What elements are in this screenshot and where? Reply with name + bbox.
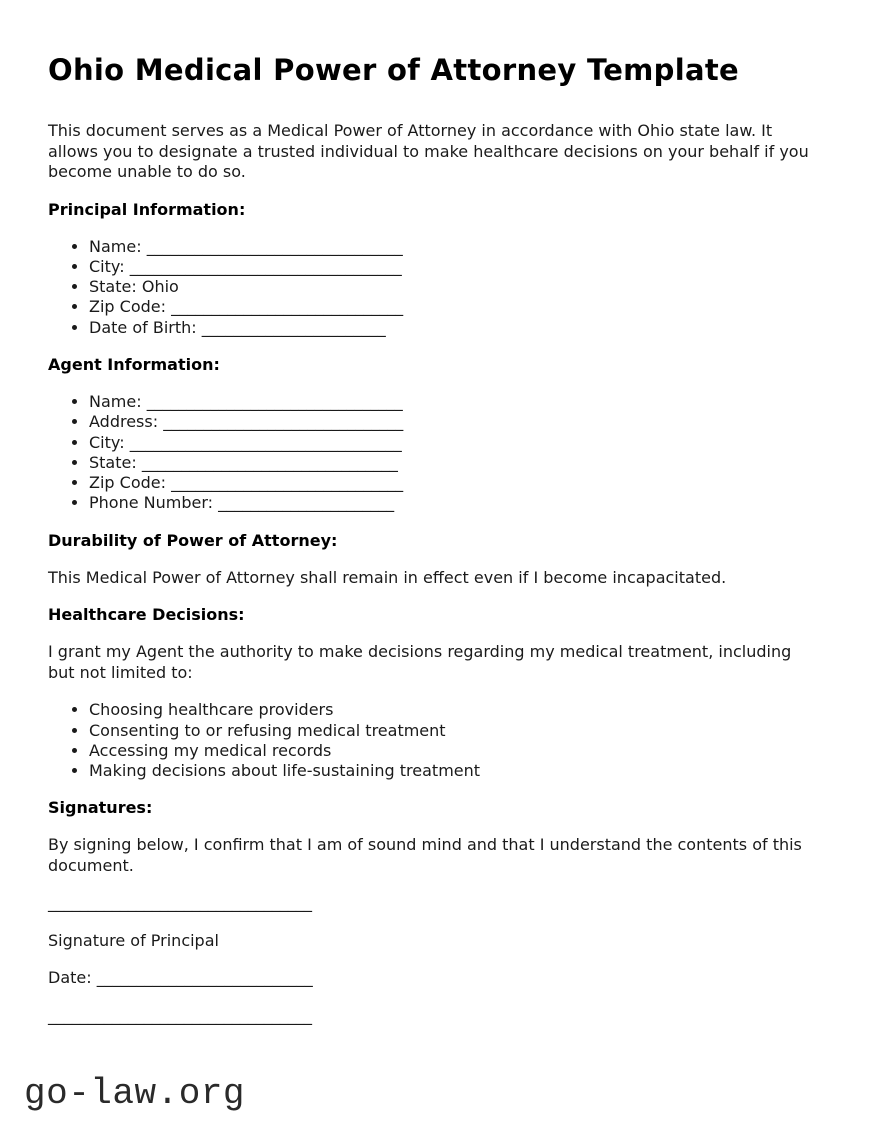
blank-line: __________________________________	[129, 432, 402, 452]
principal-signature-line	[48, 893, 820, 914]
field-label: State:	[89, 277, 137, 297]
signatures-heading: Signatures:	[48, 798, 153, 818]
field-label: Phone Number:	[89, 493, 214, 513]
healthcare-decision-item: • Consenting to or refusing medical treatment	[89, 721, 820, 741]
agent-information-list	[48, 392, 820, 514]
field-label: Zip Code:	[89, 473, 166, 493]
principal-name-field	[89, 237, 820, 257]
go-law-watermark: go-law.org	[24, 1073, 246, 1114]
field-label: State:	[89, 452, 137, 472]
healthcare-decision-item: • Making decisions about life-sustaining treatment	[89, 761, 820, 781]
field-label: Name:	[89, 391, 142, 411]
witness-signature-line	[48, 1006, 820, 1027]
principal-city-field	[89, 257, 820, 277]
healthcare-decision-item: • Accessing my medical records	[89, 741, 820, 761]
field-label: Name:	[89, 236, 142, 256]
agent-state-field	[89, 453, 820, 473]
blank-line: ______________________________	[163, 412, 404, 432]
blank-line: _______________________	[201, 317, 386, 337]
principal-state-field	[89, 277, 820, 297]
field-label: Date of Birth:	[89, 317, 197, 337]
agent-zip-field	[89, 473, 820, 493]
field-label: Zip Code:	[89, 297, 166, 317]
field-label: Address:	[89, 412, 159, 432]
durability-heading: Durability of Power of Attorney:	[48, 530, 338, 550]
healthcare-decisions-list	[48, 700, 820, 781]
blank-line: __________________________________	[129, 256, 402, 276]
blank-line: _________________________________	[48, 1005, 312, 1025]
blank-line: ________________________________	[146, 236, 403, 256]
field-value: Ohio	[141, 277, 179, 297]
blank-line: _____________________________	[171, 297, 404, 317]
page-title: Ohio Medical Power of Attorney Template	[48, 53, 739, 87]
blank-line: ___________________________	[96, 968, 313, 988]
healthcare-decisions-heading: Healthcare Decisions:	[48, 605, 245, 625]
date-field	[48, 968, 820, 989]
blank-line: ________________________________	[141, 452, 398, 472]
blank-line: _________________________________	[48, 893, 312, 913]
blank-line: _____________________________	[171, 473, 404, 493]
healthcare-decisions-paragraph: I grant my Agent the authority to make decisions regarding my medical treatment, including but not limited to:	[48, 642, 792, 682]
agent-name-field	[89, 392, 820, 412]
principal-information-heading: Principal Information:	[48, 199, 246, 219]
field-label: Date:	[48, 968, 92, 988]
agent-address-field	[89, 412, 820, 432]
field-label: City:	[89, 432, 125, 452]
agent-phone-field	[89, 493, 820, 513]
principal-zip-field	[89, 297, 820, 317]
blank-line: ______________________	[218, 493, 395, 513]
agent-information-heading: Agent Information:	[48, 354, 220, 374]
intro-paragraph: This document serves as a Medical Power of Attorney in accordance with Ohio state law. It allows you to designate a trusted individual to make healthcare decisions on your behalf if you become unable to do so.	[48, 121, 809, 181]
principal-dob-field	[89, 318, 820, 338]
durability-paragraph: This Medical Power of Attorney shall remain in effect even if I become incapacitated.	[48, 567, 727, 587]
principal-signature-label: Signature of Principal	[48, 930, 219, 950]
field-label: City:	[89, 256, 125, 276]
signatures-paragraph: By signing below, I confirm that I am of sound mind and that I understand the contents of this document.	[48, 835, 802, 875]
principal-information-list	[48, 237, 820, 338]
healthcare-decision-item: • Choosing healthcare providers	[89, 700, 820, 720]
blank-line: ________________________________	[146, 391, 403, 411]
agent-city-field	[89, 433, 820, 453]
